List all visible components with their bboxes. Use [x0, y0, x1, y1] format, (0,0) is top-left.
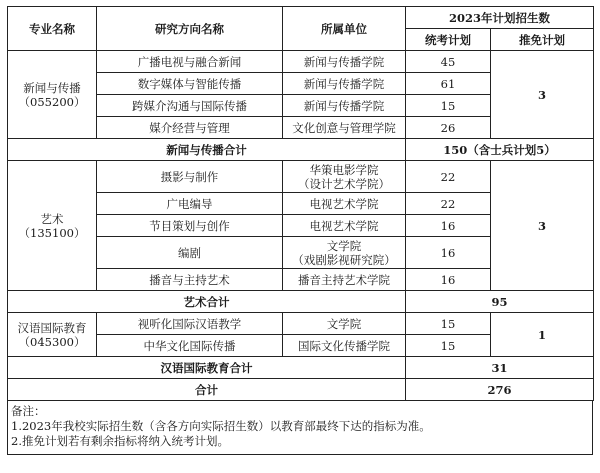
major-cell [8, 161, 97, 291]
unit-cell: 电视艺术学院 [283, 215, 406, 237]
note-line: 2.推免计划若有剩余指标将纳入统考计划。 [11, 434, 229, 448]
subtotal-value: 150（含士兵计划5） [406, 139, 594, 161]
unit-cell: 新闻与传播学院 [283, 73, 406, 95]
notes-heading: 备注： [11, 404, 46, 418]
count-cell: 15 [406, 335, 491, 357]
unit-cell: 新闻与传播学院 [283, 51, 406, 73]
table-row [8, 161, 594, 193]
direction-cell: 节目策划与创作 [97, 215, 283, 237]
major-name: 艺术 [40, 211, 64, 226]
header-exempt-plan: 推免计划 [491, 29, 594, 51]
subtotal-value: 31 [406, 357, 594, 379]
count-cell: 22 [406, 193, 491, 215]
header-plan-title: 2023年计划招生数 [406, 7, 594, 29]
grand-total-row [8, 379, 594, 401]
unit-subline: （戏剧影视研究院） [292, 252, 396, 267]
unit-cell: 文学院 [283, 313, 406, 335]
direction-cell: 广电编导 [97, 193, 283, 215]
exempt-cell: 3 [491, 161, 594, 291]
unit-cell: 播音主持艺术学院 [283, 269, 406, 291]
count-cell: 61 [406, 73, 491, 95]
table-row [8, 313, 594, 335]
note-line: 1.2023年我校实际招生数（含各方向实际招生数）以教育部最终下达的指标为准。 [11, 419, 431, 433]
direction-cell: 播音与主持艺术 [97, 269, 283, 291]
direction-cell: 媒介经营与管理 [97, 117, 283, 139]
unit-cell: 国际文化传播学院 [283, 335, 406, 357]
direction-cell: 数字媒体与智能传播 [97, 73, 283, 95]
table-row [8, 51, 594, 73]
count-cell: 16 [406, 215, 491, 237]
subtotal-label: 新闻与传播合计 [8, 139, 406, 161]
unit-cell [283, 237, 406, 269]
header-exam-plan: 统考计划 [406, 29, 491, 51]
major-code: （135100） [18, 225, 86, 240]
major-cell [8, 313, 97, 357]
grand-total-value: 276 [406, 379, 594, 401]
exempt-cell: 1 [491, 313, 594, 357]
unit-cell: 文化创意与管理学院 [283, 117, 406, 139]
subtotal-label: 艺术合计 [8, 291, 406, 313]
count-cell: 15 [406, 313, 491, 335]
exempt-cell: 3 [491, 51, 594, 139]
unit-cell: 电视艺术学院 [283, 193, 406, 215]
major-code: （045300） [18, 334, 86, 349]
direction-cell: 编剧 [97, 237, 283, 269]
enrollment-table [7, 6, 594, 401]
direction-cell: 视听化国际汉语教学 [97, 313, 283, 335]
unit-cell: 新闻与传播学院 [283, 95, 406, 117]
count-cell: 15 [406, 95, 491, 117]
direction-cell: 广播电视与融合新闻 [97, 51, 283, 73]
unit-subline: （设计艺术学院） [298, 176, 390, 191]
count-cell: 16 [406, 237, 491, 269]
unit-line: 华策电影学院 [309, 162, 379, 177]
subtotal-row [8, 291, 594, 313]
direction-cell: 跨媒介沟通与国际传播 [97, 95, 283, 117]
enrollment-plan-sheet [7, 6, 593, 455]
header-direction: 研究方向名称 [97, 7, 283, 51]
count-cell: 22 [406, 161, 491, 193]
major-code: （055200） [18, 94, 86, 109]
subtotal-value: 95 [406, 291, 594, 313]
grand-total-label: 合计 [8, 379, 406, 401]
unit-line: 文学院 [326, 238, 362, 253]
header-major: 专业名称 [8, 7, 97, 51]
count-cell: 45 [406, 51, 491, 73]
count-cell: 26 [406, 117, 491, 139]
major-cell [8, 51, 97, 139]
subtotal-row [8, 139, 594, 161]
count-cell: 16 [406, 269, 491, 291]
notes-block [7, 401, 593, 455]
direction-cell: 中华文化国际传播 [97, 335, 283, 357]
header-unit: 所属单位 [283, 7, 406, 51]
subtotal-row [8, 357, 594, 379]
major-name: 新闻与传播 [23, 80, 81, 95]
major-name: 汉语国际教育 [17, 320, 87, 335]
unit-cell [283, 161, 406, 193]
subtotal-label: 汉语国际教育合计 [8, 357, 406, 379]
direction-cell: 摄影与制作 [97, 161, 283, 193]
